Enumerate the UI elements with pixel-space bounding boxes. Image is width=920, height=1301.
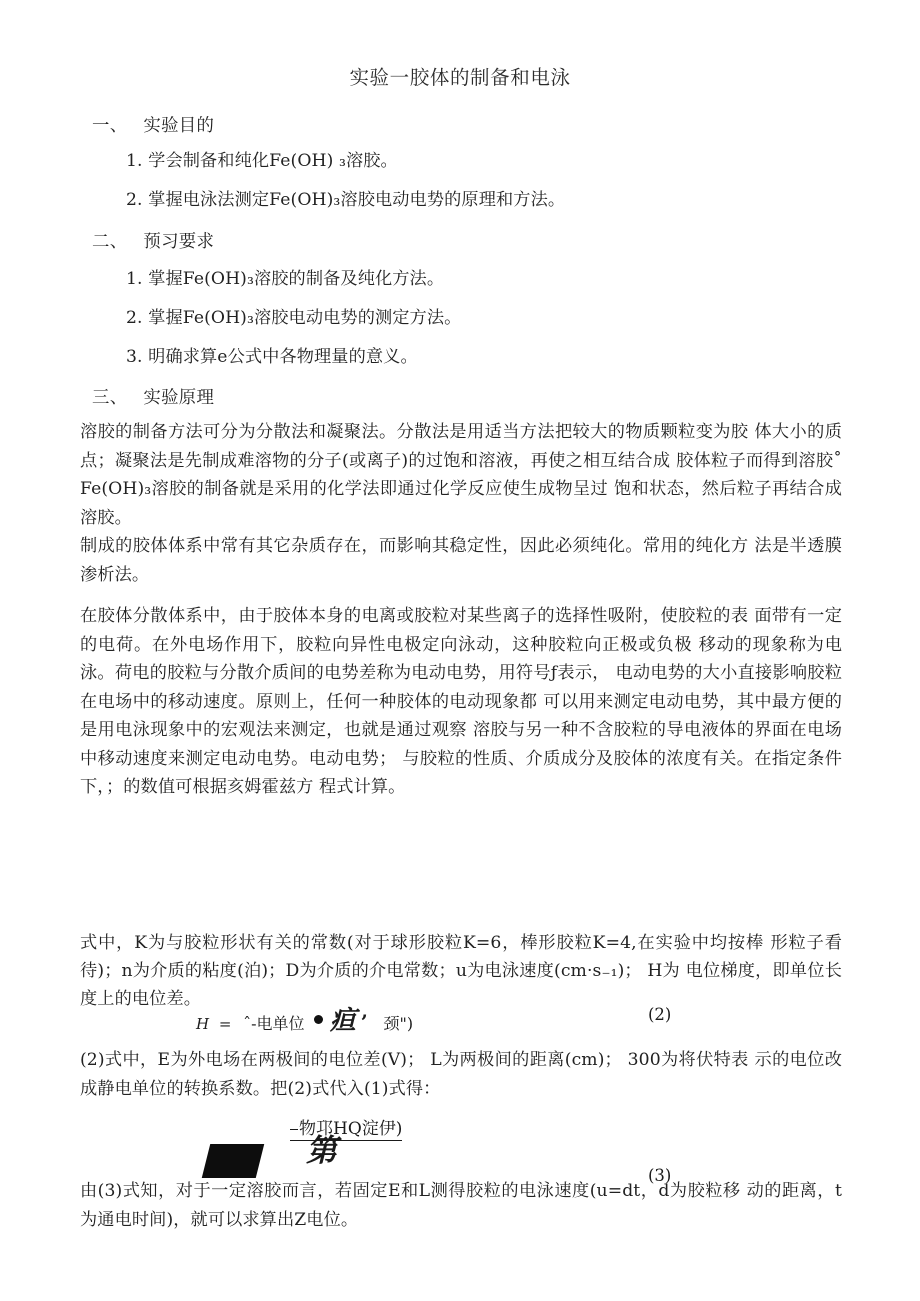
formula-2-number: (2) bbox=[648, 1005, 672, 1024]
formula-3-numerator: 物邛HQ淀伊) bbox=[290, 1114, 402, 1141]
formula-3-dash-icon bbox=[290, 1129, 298, 1130]
formula-2-blob-icon bbox=[314, 1015, 323, 1024]
page-title: 实验一胶体的制备和电泳 bbox=[349, 66, 571, 89]
formula-3 bbox=[196, 1114, 616, 1186]
list-item: 3. 明确求算e公式中各物理量的意义。 bbox=[126, 347, 418, 367]
formula-2-apostrophe: ’ bbox=[360, 1010, 368, 1034]
formula-3-number: (3) bbox=[648, 1166, 672, 1185]
section-number-2: 二、 bbox=[92, 232, 128, 252]
formula-3-blob-icon bbox=[202, 1144, 264, 1178]
paragraph-purification: 制成的胶体体系中常有其它杂质存在，而影响其稳定性，因此必须纯化。常用的纯化方 法是半透膜渗析法。 bbox=[80, 536, 842, 585]
paragraph-symbol-definitions: 式中，K为与胶粒形状有关的常数(对于球形胶粒K=6，棒形胶粒K=4,在实验中均按棒 形粒子看待)；n为介质的粘度(泊)；D为介质的介电常数；u为电泳速度(cm·s₋₁)； H为 电位梯度，即单位长度上的电位差。 bbox=[80, 933, 842, 1009]
paragraph-conclusion: 由(3)式知，对于一定溶胶而言，若固定E和L测得胶粒的电泳速度(u=dt，d为胶粒移 动的距离，t为通电时间)，就可以求算出Z电位。 bbox=[80, 1181, 842, 1230]
section-heading-2 bbox=[92, 228, 214, 256]
formula-3-denominator: 第 bbox=[306, 1133, 336, 1169]
section-number-3: 三、 bbox=[92, 388, 128, 408]
paragraph-equation-2-explain: (2)式中，E为外电场在两极间的电位差(V)； L为两极间的距离(cm)； 300为将伏特表 示的电位改成静电单位的转换系数。把(2)式代入(1)式得： bbox=[80, 1050, 842, 1099]
section-heading-1 bbox=[92, 112, 214, 140]
formula-2-prefix: ˆ-电单位 bbox=[243, 1014, 305, 1033]
formula-2-lhs: H bbox=[196, 1015, 210, 1033]
formula-2-glyph: 疸 bbox=[330, 1006, 356, 1036]
paragraph-electrophoresis: 在胶体分散体系中，由于胶体本身的电离或胶粒对某些离子的选择性吸附，使胶粒的表 面带有一定的电荷。在外电场作用下，胶粒向异性电极定向泳动，这种胶粒向正极或负极 移动的现象称为电泳。荷电的胶粒与分散介质间的电势差称为电动电势，用符号ƒ表示， 电动电势的大小直接影响胶粒在电场中的移动速度。原则上，任何一种胶体的电动现象都 可以用来测定电动电势，其中最方便的是用电泳现象中的宏观法来测定，也就是通过观察 溶胶与另一种不含胶粒的导电液体的界面在电场中移动速度来测定电动电势。电动电势； 与胶粒的性质、介质成分及胶体的浓度有关。在指定条件下，；的数值可根据亥姆霍兹方 程式计算。 bbox=[80, 606, 842, 798]
list-item: 1. 学会制备和纯化Fe(OH) ₃溶胶。 bbox=[126, 151, 398, 171]
paragraph-principle-1: 溶胶的制备方法可分为分散法和凝聚法。分散法是用适当方法把较大的物质颗粒变为胶 体大小的质点；凝聚法是先制成难溶物的分子(或离子)的过饱和溶液，再使之相互结合成 胶体粒子而得到溶胶˚ Fe(OH)₃溶胶的制备就是采用的化学法即通过化学反应使生成物呈过 饱和状态，然后粒子再结合成溶胶。 bbox=[80, 422, 842, 528]
list-item: 1. 掌握Fe(OH)₃溶胶的制备及纯化方法。 bbox=[126, 269, 445, 289]
section-number-1: 一、 bbox=[92, 116, 128, 136]
formula-2-tail: 颈") bbox=[383, 1014, 414, 1033]
section-title-3: 实验原理 bbox=[143, 388, 215, 408]
section-heading-3 bbox=[92, 384, 214, 412]
section-title-1: 实验目的 bbox=[143, 116, 215, 136]
formula-2 bbox=[196, 1000, 413, 1037]
list-item: 2. 掌握Fe(OH)₃溶胶电动电势的测定方法。 bbox=[126, 308, 462, 328]
section-title-2: 预习要求 bbox=[143, 232, 215, 252]
formula-2-equals: = bbox=[218, 1015, 232, 1033]
list-item: 2. 掌握电泳法测定Fe(OH)₃溶胶电动电势的原理和方法。 bbox=[126, 190, 566, 210]
